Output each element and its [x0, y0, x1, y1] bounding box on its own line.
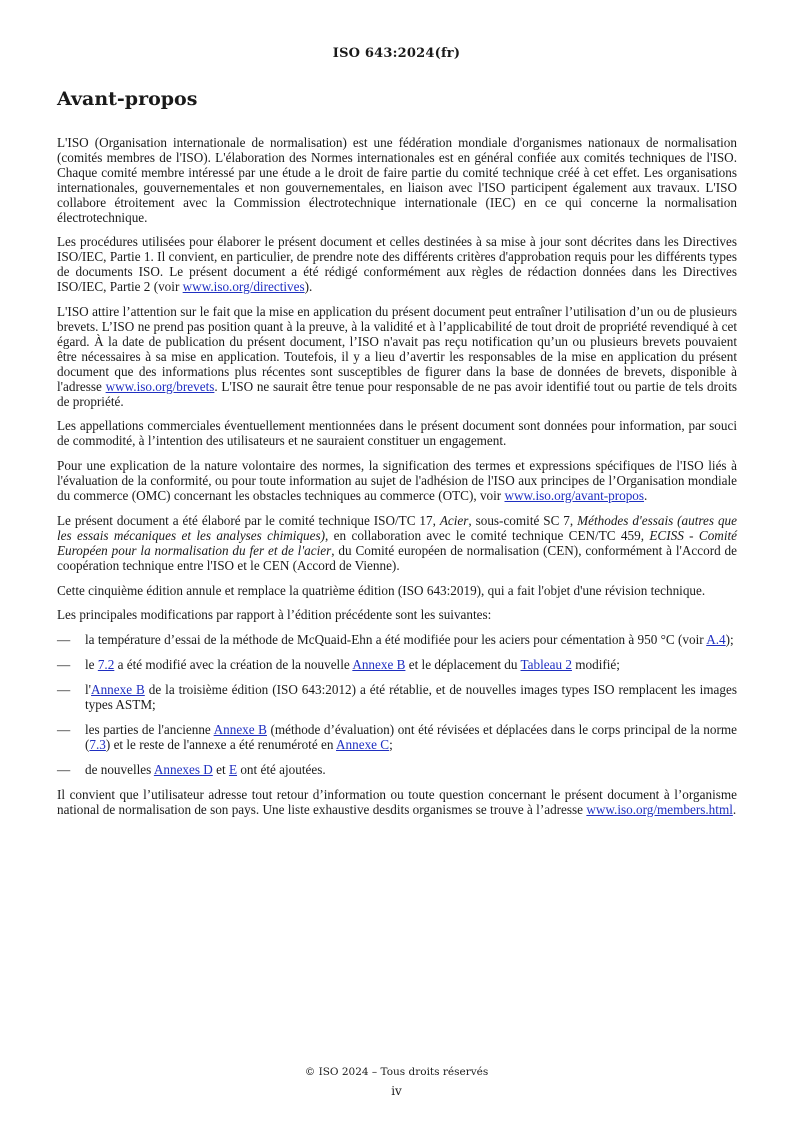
- changes-list: [57, 633, 737, 777]
- list-item-text: et le déplacement du: [405, 657, 521, 673]
- list-item-text: le: [85, 657, 98, 673]
- copyright-footer: © ISO 2024 – Tous droits réservés: [304, 1066, 489, 1078]
- list-item-text: de nouvelles: [85, 761, 154, 777]
- list-item-text: ) et le reste de l'annexe a été renuméroté en: [105, 736, 336, 752]
- annex-b-link[interactable]: Annexe B: [213, 722, 267, 737]
- clause-a4-link[interactable]: A.4: [706, 632, 726, 648]
- paragraph-voluntary-nature: [57, 459, 737, 504]
- list-item: [57, 658, 737, 673]
- page-number: iv: [391, 1084, 402, 1098]
- paragraph-text: .: [644, 488, 648, 504]
- paragraph-text: Pour une explication de la nature volontaire des normes, la signification des termes et expressions spécifiques de l'ISO liés à l'évaluation de la conformité, ou pour toute information au sujet de l'adhésion de l'ISO aux principes de l’Organisation mondiale du commerce (OMC) concernant les obstacles techniques au commerce (OTC), voir: [57, 458, 737, 504]
- paragraph-text: Il convient que l’utilisateur adresse tout retour d’information ou toute question concernant le présent document à l’organisme national de normalisation de son pays. Une liste exhaustive desdits organismes se trouve à l’adresse: [57, 786, 737, 817]
- list-item-text: (méthode d’évaluation) ont été révisées et déplacées dans le corps principal de la norme (: [85, 722, 737, 752]
- paragraph-feedback: [57, 788, 737, 818]
- list-item-text: a été modifié avec la création de la nouvelle: [114, 657, 353, 673]
- paragraph-text: . L'ISO ne saurait être tenue pour responsable de ne pas avoir identifié tout ou partie de tels droits de propriété.: [57, 378, 737, 409]
- paragraph-trade-names: Les appellations commerciales éventuellement mentionnées dans le présent document sont données pour information, par souci de commodité, à l’intention des utilisateurs et ne sauraient constituer un engagement.: [57, 418, 737, 449]
- annex-b-link[interactable]: Annexe B: [352, 657, 406, 673]
- list-item-text: ;: [389, 736, 393, 752]
- annex-b-link[interactable]: Annexe B: [91, 682, 145, 698]
- list-item: [57, 683, 737, 713]
- list-item: [57, 723, 737, 753]
- list-item: [57, 633, 737, 648]
- patents-link[interactable]: www.iso.org/brevets: [105, 378, 215, 394]
- clause-7-3-link[interactable]: 7.3: [89, 736, 106, 752]
- paragraph-text: Le présent document a été élaboré par le comité technique ISO/TC 17,: [57, 512, 440, 528]
- dash-bullet: —: [57, 657, 71, 673]
- list-item: [57, 763, 737, 778]
- list-item-text: les parties de l'ancienne: [85, 722, 214, 737]
- paragraph-patents: [57, 305, 737, 409]
- paragraph-procedures: [57, 235, 737, 295]
- paragraph-changes-intro: Les principales modifications par rapport à l’édition précédente sont les suivantes:: [57, 607, 492, 623]
- foreword-link[interactable]: www.iso.org/avant-propos: [504, 488, 645, 504]
- list-item-text: l': [85, 682, 92, 698]
- paragraph-text: , du Comité européen de normalisation (CEN), conformément à l'Accord de coopération technique entre l'ISO et le CEN (Accord de Vienne).: [57, 542, 737, 573]
- paragraph-edition: Cette cinquième édition annule et remplace la quatrième édition (ISO 643:2019), qui a fait l'objet d'une révision technique.: [57, 582, 706, 598]
- dash-bullet: —: [57, 682, 71, 698]
- dash-bullet: —: [57, 632, 71, 648]
- paragraph-text: L'ISO attire l’attention sur le fait que la mise en application du présent document peut entraîner l’utilisation d’un ou de plusieurs brevets. L’ISO ne prend pas position quant à la preuve, à la validité et à l’applicabilité de tout droit de propriété revendiqué à cet égard. À la date de publication du présent document, l’ISO n'avait pas reçu notification qu’un ou plusieurs brevets pouvaient être nécessaires à sa mise en application. Toutefois, il y a lieu d’avertir les responsables de la mise en application du présent document que des informations plus récentes sont susceptibles de figurer dans la base de données de brevets, disponible à l'adresse: [57, 304, 737, 394]
- annex-c-link[interactable]: Annexe C: [336, 736, 390, 752]
- paragraph-iso-intro: L'ISO (Organisation internationale de normalisation) est une fédération mondiale d'organismes nationaux de normalisation (comités membres de l'ISO). L'élaboration des Normes internationales est en général confiée aux comités techniques de l'ISO. Chaque comité membre intéressé par une étude a le droit de faire partie du comité technique créé à cet effet. Les organisations internationales, gouvernementales et non gouvernementales, en liaison avec l'ISO participent également aux travaux. L'ISO collabore étroitement avec la Commission électrotechnique internationale (IEC) en ce qui concerne la normalisation électrotechnique.: [57, 135, 737, 225]
- subcommittee-name: Méthodes d'essais (autres que les essais mécaniques et les analyses chimiques): [57, 512, 737, 543]
- page-title: Avant-propos: [57, 88, 198, 110]
- list-item-text: ont été ajoutées.: [237, 761, 326, 777]
- document-id-header: ISO 643:2024(fr): [332, 46, 461, 61]
- dash-bullet: —: [57, 722, 71, 737]
- list-item-text: la température d’essai de la méthode de McQuaid-Ehn a été modifiée pour les aciers pour cémentation à 950 °C (voir: [85, 632, 707, 648]
- members-link[interactable]: www.iso.org/members.html: [586, 801, 733, 817]
- clause-7-2-link[interactable]: 7.2: [97, 657, 115, 673]
- annex-d-link[interactable]: Annexes D: [153, 761, 213, 777]
- list-item-text: de la troisième édition (ISO 643:2012) a été rétablie, et de nouvelles images types ISO remplacent les images types ASTM;: [85, 682, 737, 713]
- list-item-text: modifié;: [571, 657, 620, 673]
- paragraph-text: ).: [304, 279, 313, 295]
- paragraph-text: , sous-comité SC 7,: [468, 512, 578, 528]
- table-2-link[interactable]: Tableau 2: [520, 657, 572, 673]
- list-item-text: et: [212, 761, 229, 777]
- directives-link[interactable]: www.iso.org/directives: [182, 279, 305, 295]
- cen-committee-name: ECISS - Comité Européen pour la normalisation du fer et de l'acier: [57, 527, 737, 558]
- committee-name: Acier: [439, 512, 469, 528]
- paragraph-text: .: [732, 801, 737, 817]
- paragraph-committee: [57, 514, 737, 574]
- annex-e-link[interactable]: E: [228, 761, 238, 777]
- paragraph-text: Les procédures utilisées pour élaborer le présent document et celles destinées à sa mise à jour sont décrites dans les Directives ISO/IEC, Partie 1. Il convient, en particulier, de prendre note des différents critères d'approbation requis pour les différents types de documents ISO. Le présent document a été rédigé conformément aux règles de rédaction données dans les Directives ISO/IEC, Partie 2 (voir: [57, 234, 737, 295]
- paragraph-text: , en collaboration avec le comité technique CEN/TC 459,: [325, 527, 650, 543]
- document-body: [57, 86, 737, 828]
- list-item-text: );: [725, 632, 734, 648]
- dash-bullet: —: [57, 761, 71, 777]
